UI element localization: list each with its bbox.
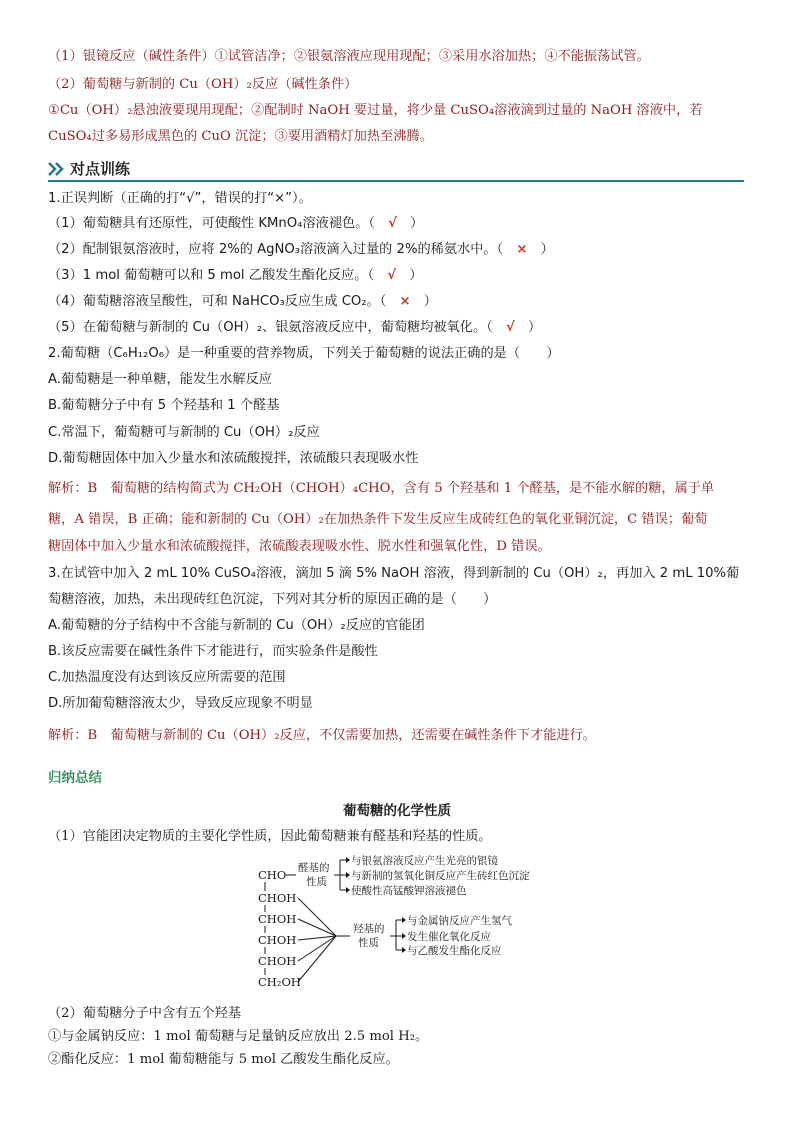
aldehyde-label: 性质 [306, 876, 327, 888]
q3-option-a: A.葡萄糖的分子结构中不含能与新制的 Cu（OH）₂反应的官能团 [48, 618, 425, 633]
q1-item: （5）在葡萄糖与新制的 Cu（OH）₂、银氨溶液反应中，葡萄糖均被氧化。（ √ ） [48, 320, 542, 335]
hydroxyl-prop: 与金属钠反应产生氢气 [407, 915, 512, 927]
note-silver-mirror: （1）银镜反应（碱性条件）①试管洁净；②银氨溶液应现用现配；③采用水浴加热；④不能振荡试管。 [48, 49, 650, 64]
q2-option-c: C.常温下，葡萄糖可与新制的 Cu（OH）₂反应 [48, 425, 320, 440]
note-cuoh2-line1: ①Cu（OH）₂悬浊液要现用现配；②配制时 NaOH 要过量，将少量 CuSO₄溶液滴到过量的 NaOH 溶液中，若 [48, 103, 703, 118]
q2-analysis-line2: 糖，A 错误，B 正确；能和新制的 Cu（OH）₂在加热条件下发生反应生成砖红色的氧化亚铜沉淀，C 错误；葡萄 [48, 512, 708, 527]
chain-node: CHOH [258, 891, 297, 905]
q1-item: （3）1 mol 葡萄糖可以和 5 mol 乙酸发生酯化反应。（ √ ） [48, 268, 423, 283]
hydroxyl-prop: 发生催化氧化反应 [407, 931, 491, 943]
summary-line3: ①与金属钠反应：1 mol 葡萄糖与足量钠反应放出 2.5 mol H₂。 [48, 1029, 429, 1044]
q1-answer-mark: × [399, 294, 411, 309]
aldehyde-prop: 与新制的氢氧化铜反应产生砖红色沉淀 [351, 870, 530, 882]
q1-answer-mark: √ [505, 320, 515, 335]
hydroxyl-prop: 与乙酸发生酯化反应 [407, 945, 502, 957]
q3-stem-line2: 萄糖溶液，加热，未出现砖红色沉淀，下列对其分析的原因正确的是（ ） [48, 592, 497, 607]
q3-option-c: C.加热温度没有达到该反应所需要的范围 [48, 670, 286, 685]
note-cuoh2-line2: CuSO₄过多易形成黑色的 CuO 沉淀；③要用酒精灯加热至沸腾。 [48, 129, 433, 144]
summary-title: 葡萄糖的化学性质 [343, 803, 451, 819]
q3-option-d: D.所加葡萄糖溶液太少，导致反应现象不明显 [48, 696, 313, 711]
q2-analysis-line3: 糖固体中加入少量水和浓硫酸搅拌，浓硫酸表现吸水性、脱水性和强氧化性，D 错误。 [48, 539, 551, 554]
summary-line2: （2）葡萄糖分子中含有五个羟基 [48, 1006, 242, 1021]
q3-analysis: 解析：B 葡萄糖与新制的 Cu（OH）₂反应，不仅需要加热，还需要在碱性条件下才能进行。 [48, 728, 596, 743]
chain-node: CHOH [258, 912, 297, 926]
q1-item: （4）葡萄糖溶液呈酸性，可和 NaHCO₃反应生成 CO₂。（ × ） [48, 294, 437, 309]
aldehyde-prop: 使酸性高锰酸钾溶液褪色 [351, 885, 467, 897]
hydroxyl-label: 羟基的 [353, 923, 385, 935]
q1-item: （1）葡萄糖具有还原性，可使酸性 KMnO₄溶液褪色。（ √ ） [48, 216, 424, 231]
section-heading [48, 158, 130, 179]
q1-item: （2）配制银氨溶液时，应将 2%的 AgNO₃溶液滴入过量的 2%的稀氨水中。（ × ） [48, 242, 554, 257]
chain-node: CHOH [258, 933, 297, 947]
summary-heading: 归纳总结 [48, 770, 102, 786]
summary-line4: ②酯化反应：1 mol 葡萄糖能与 5 mol 乙酸发生酯化反应。 [48, 1052, 399, 1067]
q2-analysis-line1: 解析：B 葡萄糖的结构简式为 CH₂OH（CHOH）₄CHO，含有 5 个羟基和 1 个醛基，是不能水解的糖，属于单 [48, 481, 715, 496]
hydroxyl-label: 性质 [358, 937, 379, 949]
q1-stem: 1.正误判断（正确的打“√”，错误的打“×”）。 [48, 191, 312, 206]
section-title: 对点训练 [70, 160, 131, 178]
q2-option-d: D.葡萄糖固体中加入少量水和浓硫酸搅拌，浓硫酸只表现吸水性 [48, 451, 419, 466]
chain-node: CHO [258, 868, 287, 882]
chain-node: CHOH [258, 954, 297, 968]
q2-option-a: A.葡萄糖是一种单糖，能发生水解反应 [48, 372, 272, 387]
double-chevron-icon [48, 162, 64, 176]
q3-stem-line1: 3.在试管中加入 2 mL 10% CuSO₄溶液，滴加 5 滴 5% NaOH 溶液，得到新制的 Cu（OH）₂，再加入 2 mL 10%葡 [48, 566, 740, 581]
q2-option-b: B.葡萄糖分子中有 5 个羟基和 1 个醛基 [48, 398, 280, 413]
q1-answer-mark: × [516, 242, 528, 257]
aldehyde-prop: 与银氨溶液反应产生光亮的银镜 [351, 855, 498, 867]
chain-node: CH₂OH [258, 975, 301, 989]
q1-answer-mark: √ [387, 268, 397, 283]
section-divider [48, 180, 744, 182]
glucose-diagram [250, 850, 570, 998]
q3-option-b: B.该反应需要在碱性条件下才能进行，而实验条件是酸性 [48, 644, 378, 659]
q2-stem: 2.葡萄糖（C₆H₁₂O₆）是一种重要的营养物质，下列关于葡萄糖的说法正确的是（ ） [48, 346, 560, 361]
note-cuoh2-title: （2）葡萄糖与新制的 Cu（OH）₂反应（碱性条件） [48, 77, 358, 92]
q1-answer-mark: √ [388, 216, 397, 231]
aldehyde-label: 醛基的 [298, 862, 330, 874]
summary-line1: （1）官能团决定物质的主要化学性质，因此葡萄糖兼有醛基和羟基的性质。 [48, 829, 492, 844]
